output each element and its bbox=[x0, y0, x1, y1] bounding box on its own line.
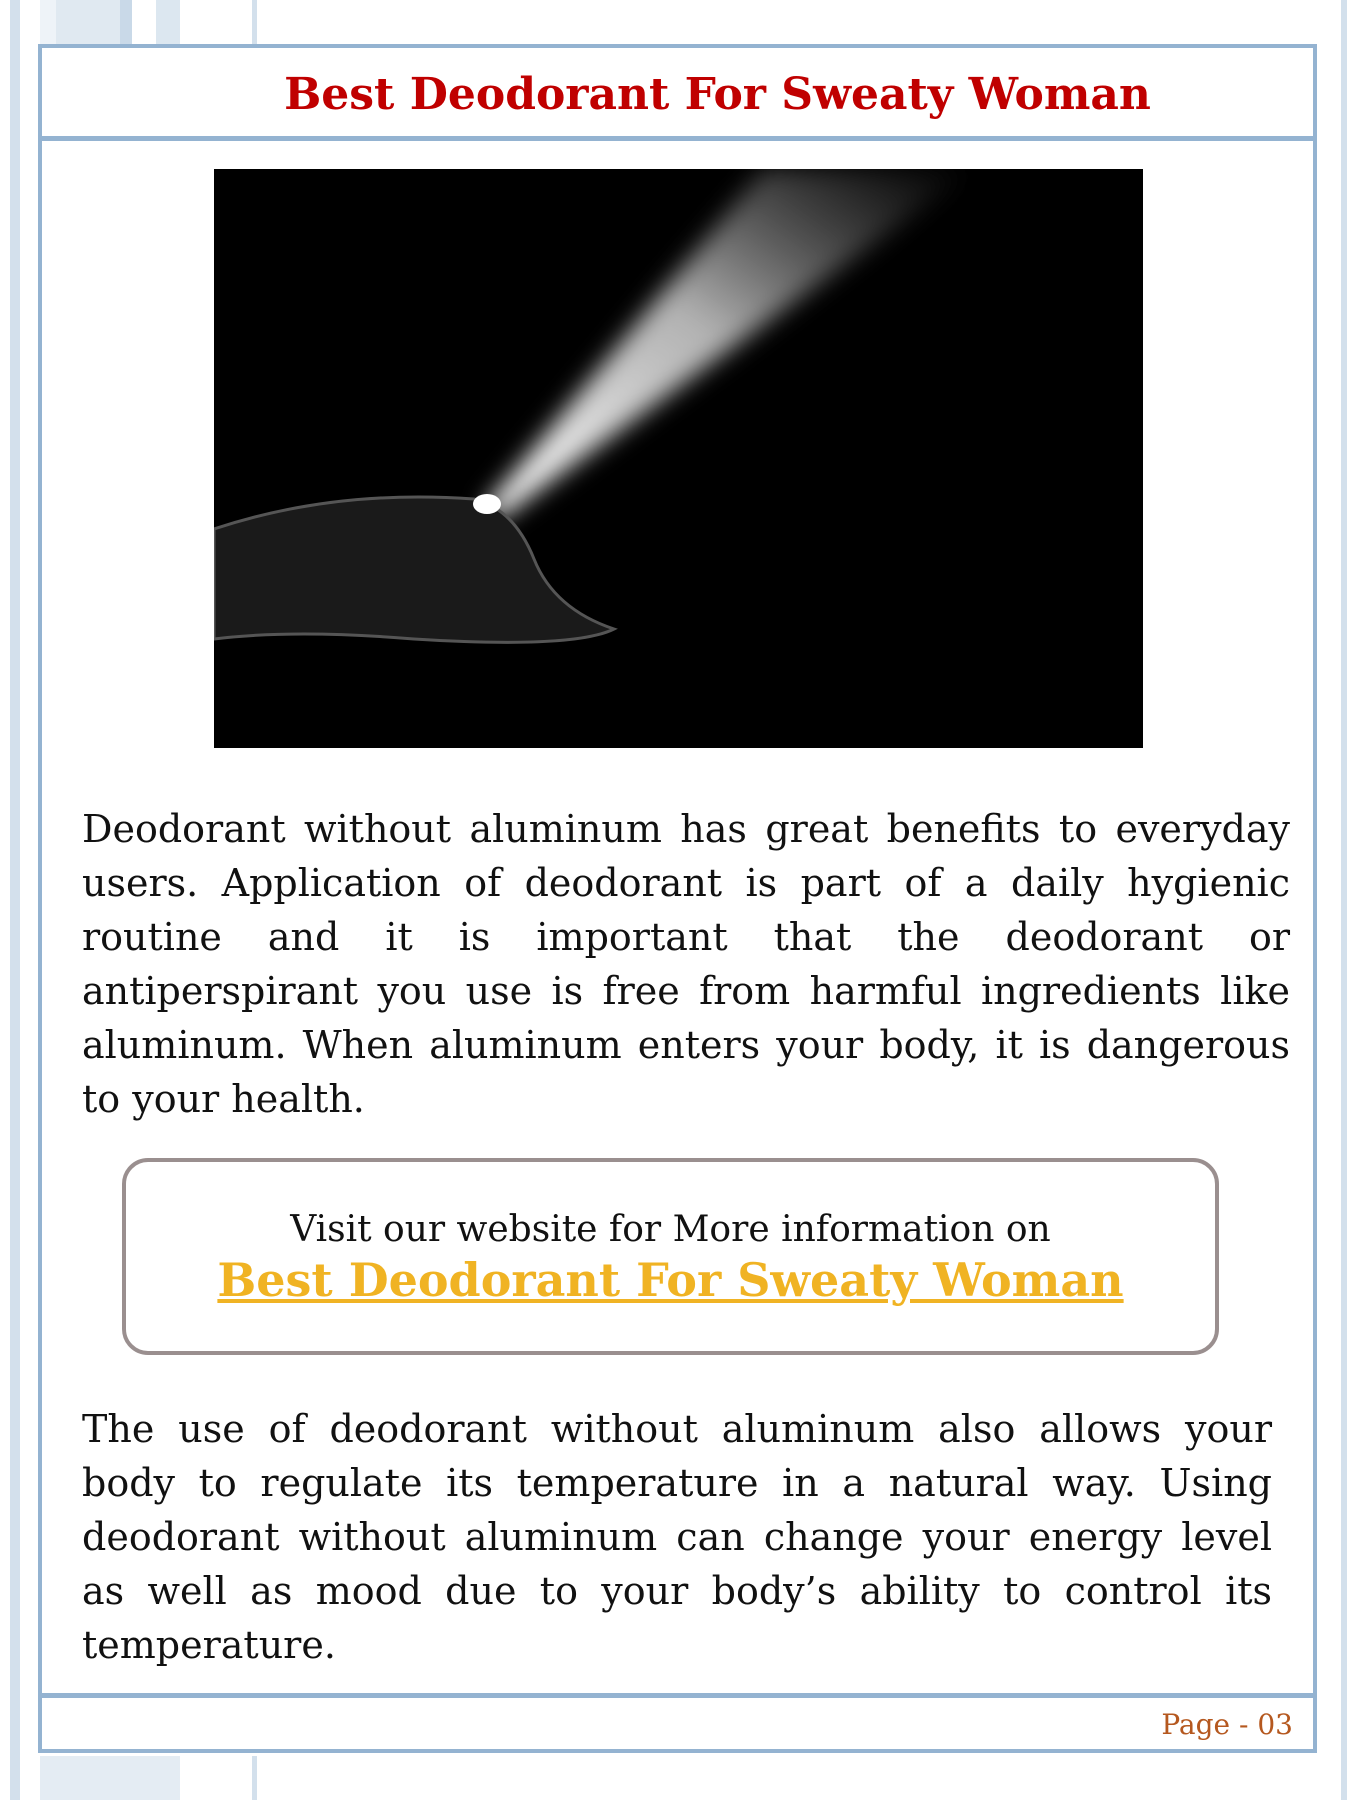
page-title: Best Deodorant For Sweaty Woman bbox=[284, 69, 1151, 120]
page-frame bbox=[38, 44, 1317, 1753]
decor-stripe bbox=[156, 0, 180, 44]
decor-stripe bbox=[40, 1756, 180, 1800]
decor-stripe bbox=[40, 0, 56, 44]
website-link[interactable]: Best Deodorant For Sweaty Woman bbox=[217, 1253, 1124, 1307]
decor-stripe bbox=[252, 0, 257, 44]
decor-stripe bbox=[10, 0, 20, 1800]
paragraph-1: Deodorant without aluminum has great benefits to everyday users. Application of deodorant is part of a daily hygienic routine and it is important that the deodorant or antiperspirant you use is free from harmful ingredients like aluminum. When aluminum enters your body, it is dangerous to your health. bbox=[82, 807, 1290, 1121]
decor-stripe bbox=[120, 0, 132, 44]
paragraph-2: The use of deodorant without aluminum also allows your body to regulate its temperature in a natural way. Using deodorant without aluminum can change your energy level as well as mood due to your body’s ability to control its temperature. bbox=[82, 1407, 1272, 1667]
decor-stripe bbox=[1341, 0, 1347, 1800]
decor-stripe bbox=[56, 0, 120, 44]
decor-stripe bbox=[252, 1756, 257, 1800]
callout-box bbox=[122, 1158, 1219, 1355]
page-footer bbox=[42, 1693, 1313, 1749]
deodorant-spray-image bbox=[214, 169, 1143, 748]
callout-text: Visit our website for More information on bbox=[290, 1209, 1051, 1250]
page-number: Page - 03 bbox=[1161, 1708, 1293, 1741]
page-header bbox=[42, 48, 1313, 141]
